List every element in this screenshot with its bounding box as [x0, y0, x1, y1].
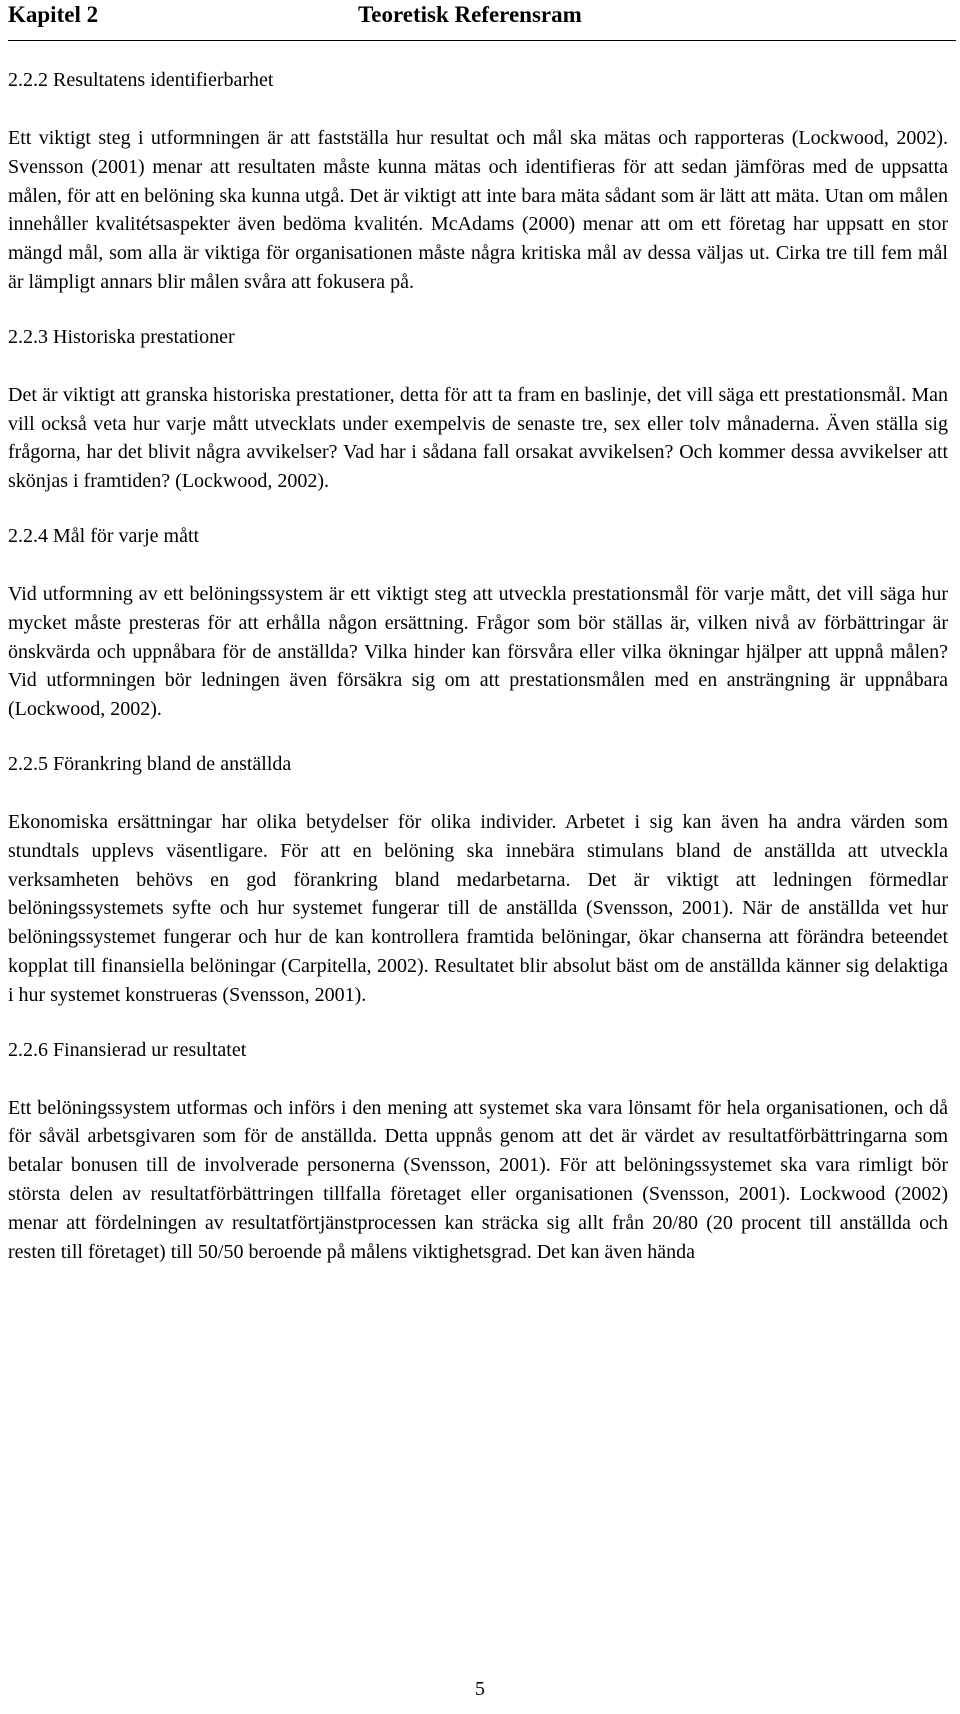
section-paragraph: Ett belöningssystem utformas och införs i den mening att systemet ska vara lönsamt för hela organisationen, och då för såväl arbetsgivaren som för de anställda. Detta uppnås genom att det är värdet av resultatförbättringarna som betalar bonusen till de involverade personerna (Svensson, 2001). För att belöningssystemet ska vara rimligt bör största delen av resultatförbättringen tillfalla företaget eller organisationen (Svensson, 2001). Lockwood (2002) menar att fördelningen av resultatförtjänstprocessen kan sträcka sig allt från 20/80 (20 procent till anställda och resten till företaget) till 50/50 beroende på målens viktighetsgrad. Det kan även hända [8, 1096, 948, 1263]
section-heading: 2.2.5 Förankring bland de anställda [8, 752, 292, 775]
section-heading: 2.2.4 Mål för varje mått [8, 524, 200, 547]
header-title: Teoretisk Referensram [358, 2, 582, 27]
page-number: 5 [475, 1678, 485, 1700]
section-paragraph: Det är viktigt att granska historiska prestationer, detta för att ta fram en baslinje, det vill säga ett prestationsmål. Man vill också veta hur varje mått utvecklats under exempelvis de senaste tre, sex eller tolv månaderna. Även ställa sig frågorna, har det blivit några avvikelser? Vad har i sådana fall orsakat avvikelsen? Och kommer dessa avvikelser att skönjas i framtiden? (Lockwood, 2002). [8, 383, 948, 493]
section-heading: 2.2.6 Finansierad ur resultatet [8, 1038, 247, 1061]
section-paragraph: Ett viktigt steg i utformningen är att fastställa hur resultat och mål ska mätas och rapporteras (Lockwood, 2002). Svensson (2001) menar att resultaten måste kunna mätas och identifieras för att sedan jämföras med de uppsatta målen, för att en belöning ska kunna utgå. Det är viktigt att inte bara mäta sådant som är lätt att mäta. Utan om målen innehåller kvalitétsaspekter även bedöma kvalitén. McAdams (2000) menar att om ett företag har uppsatt en stor mängd mål, som alla är viktiga för organisationen måste några kritiska mål av dessa väljas ut. Cirka tre till fem mål är lämpligt annars blir målen svåra att fokusera på. [8, 127, 948, 293]
section-paragraph: Ekonomiska ersättningar har olika betydelser för olika individer. Arbetet i sig kan även ha andra värden som stundtals upplevs väsentligare. För att en belöning ska innebära stimulans bland de anställda att utveckla verksamheten behövs en god förankring bland medarbetarna. Det är viktigt att ledningen förmedlar belöningssystemets syfte och hur systemet fungerar till de anställda (Svensson, 2001). När de anställda vet hur belöningssystemet fungerar och hur de kan kontrollera framtida belöningar, ökar chanserna att förändra beteendet kopplat till finansiella belöningar (Carpitella, 2002). Resultatet blir absolut bäst om de anställda känner sig delaktiga i hur systemet konstrueras (Svensson, 2001). [8, 810, 948, 1006]
section-heading: 2.2.2 Resultatens identifierbarhet [8, 69, 274, 91]
section-paragraph: Vid utformning av ett belöningssystem är ett viktigt steg att utveckla prestationsmål för varje mått, det vill säga hur mycket måste presteras för att erhålla någon ersättning. Frågor som bör ställas är, vilken nivå av förbättringar är önskvärda och uppnåbara för de anställda? Vilka hinder kan försvåra eller vilka ökningar hjälper att uppnå målen? Vid utformningen bör ledningen även försäkra sig om att prestationsmålen med en ansträngning är uppnåbara (Lockwood, 2002). [8, 582, 948, 721]
document-body [8, 66, 948, 1266]
chapter-label: Kapitel 2 [8, 2, 99, 27]
section-heading: 2.2.3 Historiska prestationer [8, 325, 235, 348]
page-header [8, 0, 956, 41]
